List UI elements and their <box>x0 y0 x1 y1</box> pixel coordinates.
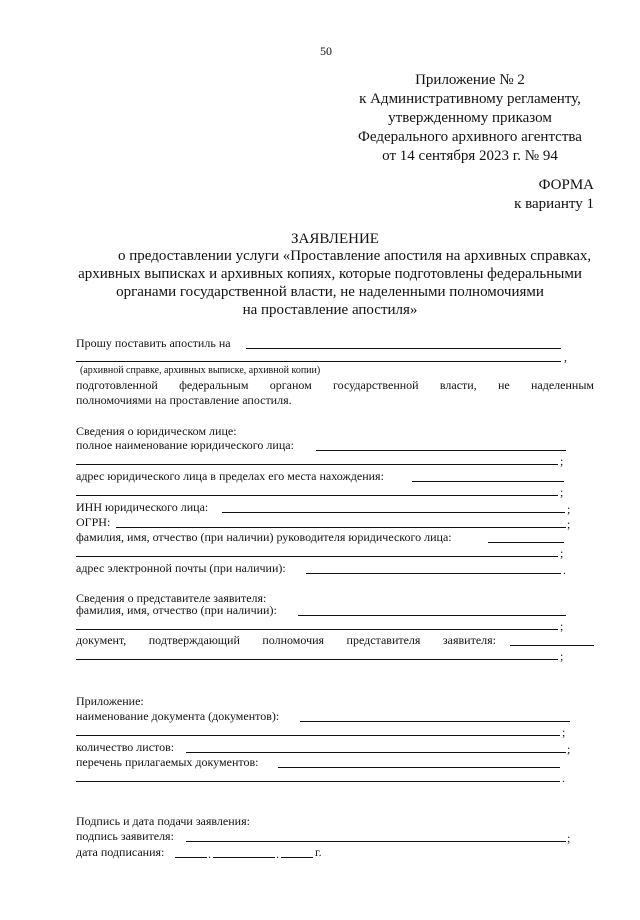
request-label: Прошу поставить апостиль на <box>76 336 231 350</box>
form-variant: к варианту 1 <box>514 196 594 212</box>
semicolon: ; <box>567 517 571 531</box>
request-hint: (архивной справке, архивных выписке, архивной копии) <box>80 365 321 376</box>
rep-name-field-line-2[interactable] <box>76 629 558 630</box>
semicolon: ; <box>560 649 564 663</box>
semicolon: ; <box>560 619 564 633</box>
date-month-field[interactable] <box>213 857 275 858</box>
rep-document-field[interactable] <box>510 645 594 646</box>
rep-document-label: документ, подтверждающий полномочия представителя заявителя: <box>76 633 496 647</box>
rep-document-field-line-2[interactable] <box>76 659 558 660</box>
doc-name-field-line-2[interactable] <box>76 735 560 736</box>
full-name-label: полное наименование юридического лица: <box>76 438 294 452</box>
header-line-5: от 14 сентября 2023 г. № 94 <box>382 148 558 164</box>
comma: , <box>564 350 567 364</box>
header-line-2: к Административному регламенту, <box>359 91 581 107</box>
apostille-target-field-line-2[interactable] <box>76 361 561 362</box>
header-line-4: Федерального архивного агентства <box>358 129 582 145</box>
doc-name-label: наименование документа (документов): <box>76 709 280 723</box>
semicolon: ; <box>560 454 564 468</box>
period: . <box>562 771 565 785</box>
full-name-field[interactable] <box>316 450 566 451</box>
address-label: адрес юридического лица в пределах его места нахождения: <box>76 469 384 483</box>
title-line-2: архивных выписках и архивных копиях, которые подготовлены федеральными <box>78 266 582 282</box>
representative-heading: Сведения о представителе заявителя: <box>76 591 267 605</box>
year-suffix: г. <box>315 845 322 859</box>
title-line-1: о предоставлении услуги «Проставление апостиля на архивных справках, <box>118 248 592 264</box>
date-separator: . <box>276 847 279 861</box>
inn-field[interactable] <box>222 512 565 513</box>
rep-name-field[interactable] <box>298 615 566 616</box>
head-name-field-line-2[interactable] <box>76 556 558 557</box>
sign-label: подпись заявителя: <box>76 829 174 843</box>
header-line-3: утвержденному приказом <box>388 110 552 126</box>
apostille-target-field[interactable] <box>246 348 561 349</box>
attachment-heading: Приложение: <box>76 694 144 708</box>
semicolon: ; <box>560 485 564 499</box>
legal-heading: Сведения о юридическом лице: <box>76 424 237 438</box>
semicolon: ; <box>567 831 571 845</box>
doc-name-field[interactable] <box>300 721 570 722</box>
semicolon: ; <box>567 502 571 516</box>
form-label: ФОРМА <box>538 177 594 193</box>
semicolon: ; <box>562 725 566 739</box>
email-label: адрес электронной почты (при наличии): <box>76 561 286 575</box>
semicolon: ; <box>567 742 571 756</box>
sheets-field[interactable] <box>186 752 566 753</box>
date-label: дата подписания: <box>76 845 165 859</box>
page-number: 50 <box>320 44 332 58</box>
ogrn-label: ОГРН: <box>76 515 111 529</box>
list-field[interactable] <box>278 767 560 768</box>
ogrn-field[interactable] <box>116 527 566 528</box>
head-name-label: фамилия, имя, отчество (при наличии) руководителя юридического лица: <box>76 530 452 544</box>
sheets-label: количество листов: <box>76 740 175 754</box>
signature-heading: Подпись и дата подачи заявления: <box>76 814 250 828</box>
period: . <box>563 563 566 577</box>
head-name-field[interactable] <box>488 542 564 543</box>
address-field-line-2[interactable] <box>76 495 558 496</box>
semicolon: ; <box>560 546 564 560</box>
appendix-number: Приложение № 2 <box>415 72 525 88</box>
sign-field[interactable] <box>186 841 566 842</box>
list-label: перечень прилагаемых документов: <box>76 755 259 769</box>
date-day-field[interactable] <box>175 857 207 858</box>
full-name-field-line-2[interactable] <box>76 464 558 465</box>
list-field-line-2[interactable] <box>76 781 560 782</box>
request-text-1: подготовленной федеральным органом государственной власти, не наделенным <box>76 378 594 392</box>
email-field[interactable] <box>306 573 561 574</box>
address-field[interactable] <box>412 481 564 482</box>
rep-name-label: фамилия, имя, отчество (при наличии): <box>76 603 277 617</box>
title-line-4: на проставление апостиля» <box>242 302 418 318</box>
request-text-2: полномочиями на проставление апостиля. <box>76 393 292 407</box>
date-separator: . <box>208 847 211 861</box>
document-title: ЗАЯВЛЕНИЕ <box>291 231 379 247</box>
inn-label: ИНН юридического лица: <box>76 500 209 514</box>
title-line-3: органами государственной власти, не наделенными полномочиями <box>116 284 544 300</box>
date-year-field[interactable] <box>281 857 313 858</box>
